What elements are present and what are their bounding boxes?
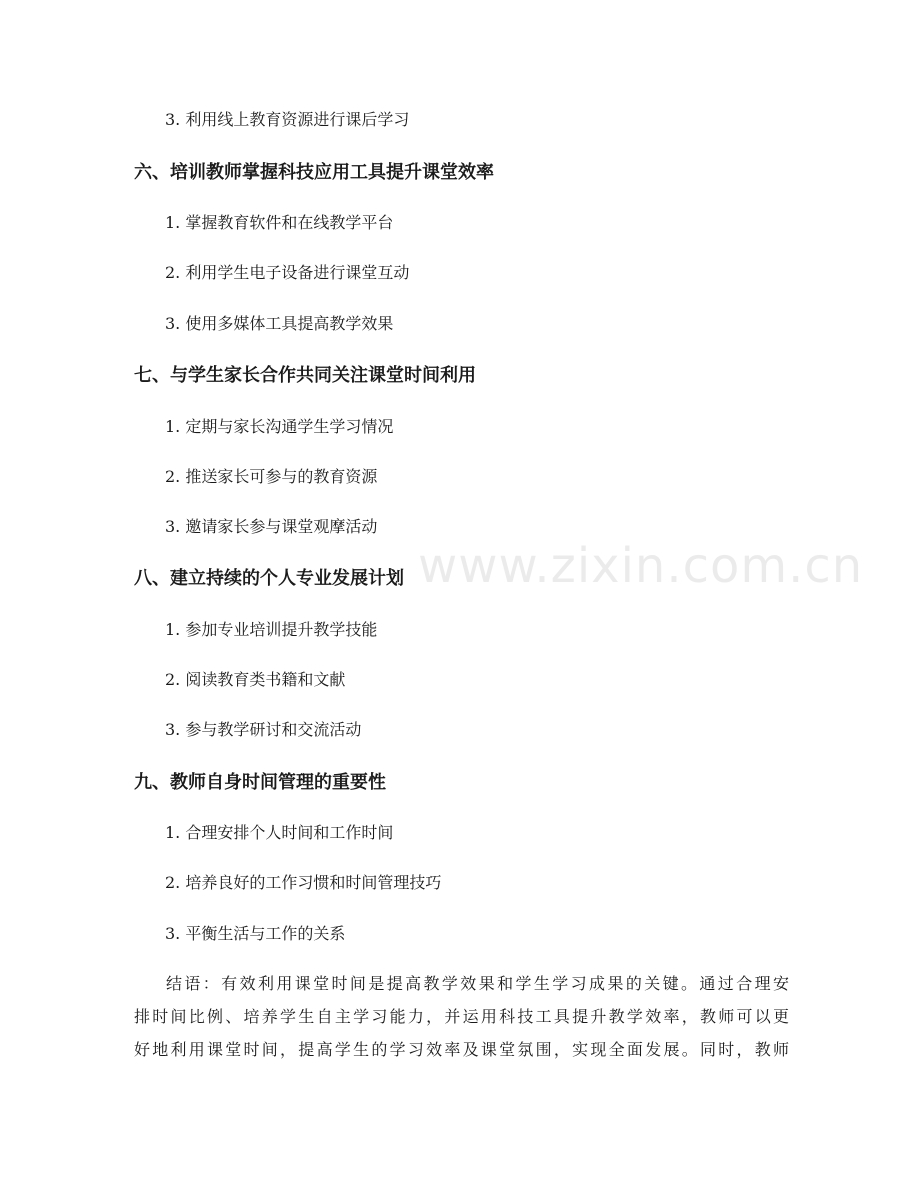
section-heading-9: 九、教师自身时间管理的重要性 — [134, 772, 386, 793]
list-item: 3. 使用多媒体工具提高教学效果 — [165, 314, 394, 333]
list-item: 1. 参加专业培训提升教学技能 — [165, 620, 378, 639]
section-heading-8: 八、建立持续的个人专业发展计划 — [134, 568, 404, 589]
conclusion-paragraph — [134, 967, 789, 1066]
list-item: 3. 利用线上教育资源进行课后学习 — [165, 110, 410, 129]
list-item: 2. 推送家长可参与的教育资源 — [165, 467, 378, 486]
conclusion-line: 排时间比例、培养学生自主学习能力，并运用科技工具提升教学效率，教师可以更 — [134, 1007, 789, 1026]
list-item: 3. 平衡生活与工作的关系 — [165, 924, 346, 943]
list-item: 1. 掌握教育软件和在线教学平台 — [165, 213, 394, 232]
list-item: 3. 邀请家长参与课堂观摩活动 — [165, 517, 378, 536]
section-heading-6: 六、培训教师掌握科技应用工具提升课堂效率 — [134, 162, 494, 183]
list-item: 1. 定期与家长沟通学生学习情况 — [165, 417, 394, 436]
section-heading-7: 七、与学生家长合作共同关注课堂时间利用 — [134, 365, 476, 386]
conclusion-line: 结语：有效利用课堂时间是提高教学效果和学生学习成果的关键。通过合理安 — [166, 974, 789, 993]
list-item: 2. 培养良好的工作习惯和时间管理技巧 — [165, 873, 442, 892]
conclusion-line: 好地利用课堂时间，提高学生的学习效率及课堂氛围，实现全面发展。同时，教师 — [134, 1040, 789, 1059]
watermark: www.zixin.com.cn — [418, 538, 864, 594]
list-item: 2. 阅读教育类书籍和文献 — [165, 670, 346, 689]
list-item: 2. 利用学生电子设备进行课堂互动 — [165, 263, 410, 282]
list-item: 1. 合理安排个人时间和工作时间 — [165, 823, 394, 842]
list-item: 3. 参与教学研讨和交流活动 — [165, 720, 362, 739]
